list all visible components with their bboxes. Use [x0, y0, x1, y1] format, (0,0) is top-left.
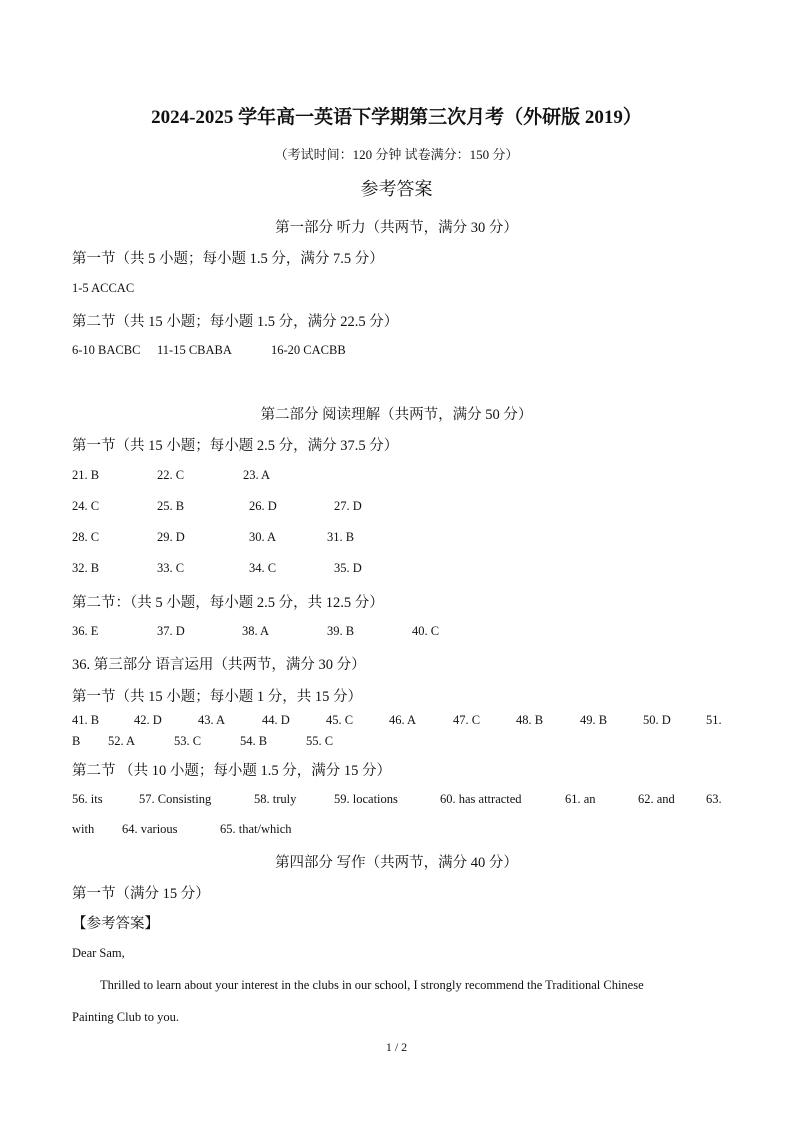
answer-item: 45. C: [326, 713, 354, 727]
page-number: 1 / 2: [385, 1040, 408, 1054]
answer-item: 57. Consisting: [139, 792, 212, 806]
letter-paragraph-line: Painting Club to you.: [72, 1010, 179, 1024]
part1-sec1-answers: 1-5 ACCAC: [72, 281, 135, 295]
answer-item: 65. that/which: [220, 822, 292, 836]
part3-heading: 36. 第三部分 语言运用（共两节，满分 30 分）: [72, 657, 366, 673]
answer-item: 35. D: [334, 561, 362, 575]
part2-sec2-heading: 第二节：（共 5 小题，每小题 2.5 分，共 12.5 分）: [72, 595, 384, 611]
answer-item: 47. C: [453, 713, 481, 727]
part4-sec1-heading: 第一节（满分 15 分）: [72, 886, 210, 902]
part4-heading: 第四部分 写作（共两节，满分 40 分）: [275, 855, 518, 871]
part3-sec1-heading: 第一节（共 15 小题；每小题 1 分，共 15 分）: [72, 689, 362, 705]
answer-item: 46. A: [389, 713, 417, 727]
answer-item: 32. B: [72, 561, 100, 575]
document-title: 2024-2025 学年高一英语下学期第三次月考（外研版 2019）: [151, 107, 642, 128]
answer-item: 27. D: [334, 499, 362, 513]
answer-item: 56. its: [72, 792, 103, 806]
answers-heading: 参考答案: [360, 179, 433, 199]
answer-group: 11-15 CBABA: [157, 343, 232, 357]
part1-heading: 第一部分 听力（共两节，满分 30 分）: [275, 220, 518, 236]
answer-item: 63.: [706, 792, 722, 806]
answer-item: 25. B: [157, 499, 185, 513]
part2-heading: 第二部分 阅读理解（共两节，满分 50 分）: [260, 407, 533, 423]
part3-sec2-heading: 第二节 （共 10 小题；每小题 1.5 分，满分 15 分）: [72, 763, 391, 779]
answer-item: 23. A: [243, 468, 271, 482]
answer-item: 62. and: [638, 792, 675, 806]
answer-item: 37. D: [157, 624, 185, 638]
exam-info: （考试时间：120 分钟 试卷满分：150 分）: [274, 147, 519, 162]
answer-item: 55. C: [306, 734, 334, 748]
answer-item: 33. C: [157, 561, 185, 575]
answer-item: 41. B: [72, 713, 100, 727]
answer-item: 59. locations: [334, 792, 398, 806]
answer-item: 60. has attracted: [440, 792, 522, 806]
letter-paragraph-line: Thrilled to learn about your interest in the clubs in our school, I strongly recommend the Traditional Chinese: [100, 978, 644, 992]
answer-item: 34. C: [249, 561, 277, 575]
answer-item: 52. A: [108, 734, 136, 748]
answer-item: 30. A: [249, 530, 277, 544]
answer-item: 36. E: [72, 624, 99, 638]
answer-item: 29. D: [157, 530, 185, 544]
answer-item: 38. A: [242, 624, 270, 638]
answer-item: 40. C: [412, 624, 440, 638]
answer-item: 24. C: [72, 499, 100, 513]
answer-item: 42. D: [134, 713, 162, 727]
answer-item: 44. D: [262, 713, 290, 727]
answer-item: 54. B: [240, 734, 268, 748]
answer-item: 31. B: [327, 530, 355, 544]
answer-item: 26. D: [249, 499, 277, 513]
answer-item: 21. B: [72, 468, 100, 482]
answer-item: with: [72, 822, 95, 836]
answer-item: 58. truly: [254, 792, 297, 806]
answer-item: B: [72, 734, 81, 748]
answer-item: 61. an: [565, 792, 596, 806]
answer-item: 39. B: [327, 624, 355, 638]
answer-item: 49. B: [580, 713, 608, 727]
reference-answer-label: 【参考答案】: [72, 916, 159, 932]
answer-item: 48. B: [516, 713, 544, 727]
answer-item: 43. A: [198, 713, 226, 727]
answer-item: 53. C: [174, 734, 202, 748]
part2-sec1-heading: 第一节（共 15 小题；每小题 2.5 分，满分 37.5 分）: [72, 438, 399, 454]
answer-item: 50. D: [643, 713, 671, 727]
answer-item: 28. C: [72, 530, 100, 544]
part1-sec1-heading: 第一节（共 5 小题；每小题 1.5 分，满分 7.5 分）: [72, 251, 384, 267]
answer-item: 64. various: [122, 822, 178, 836]
letter-greeting: Dear Sam,: [72, 946, 125, 960]
part1-sec2-heading: 第二节（共 15 小题；每小题 1.5 分，满分 22.5 分）: [72, 314, 399, 330]
answer-item: 51.: [706, 713, 722, 727]
answer-group: 6-10 BACBC: [72, 343, 141, 357]
answer-item: 22. C: [157, 468, 185, 482]
answer-group: 16-20 CACBB: [271, 343, 346, 357]
